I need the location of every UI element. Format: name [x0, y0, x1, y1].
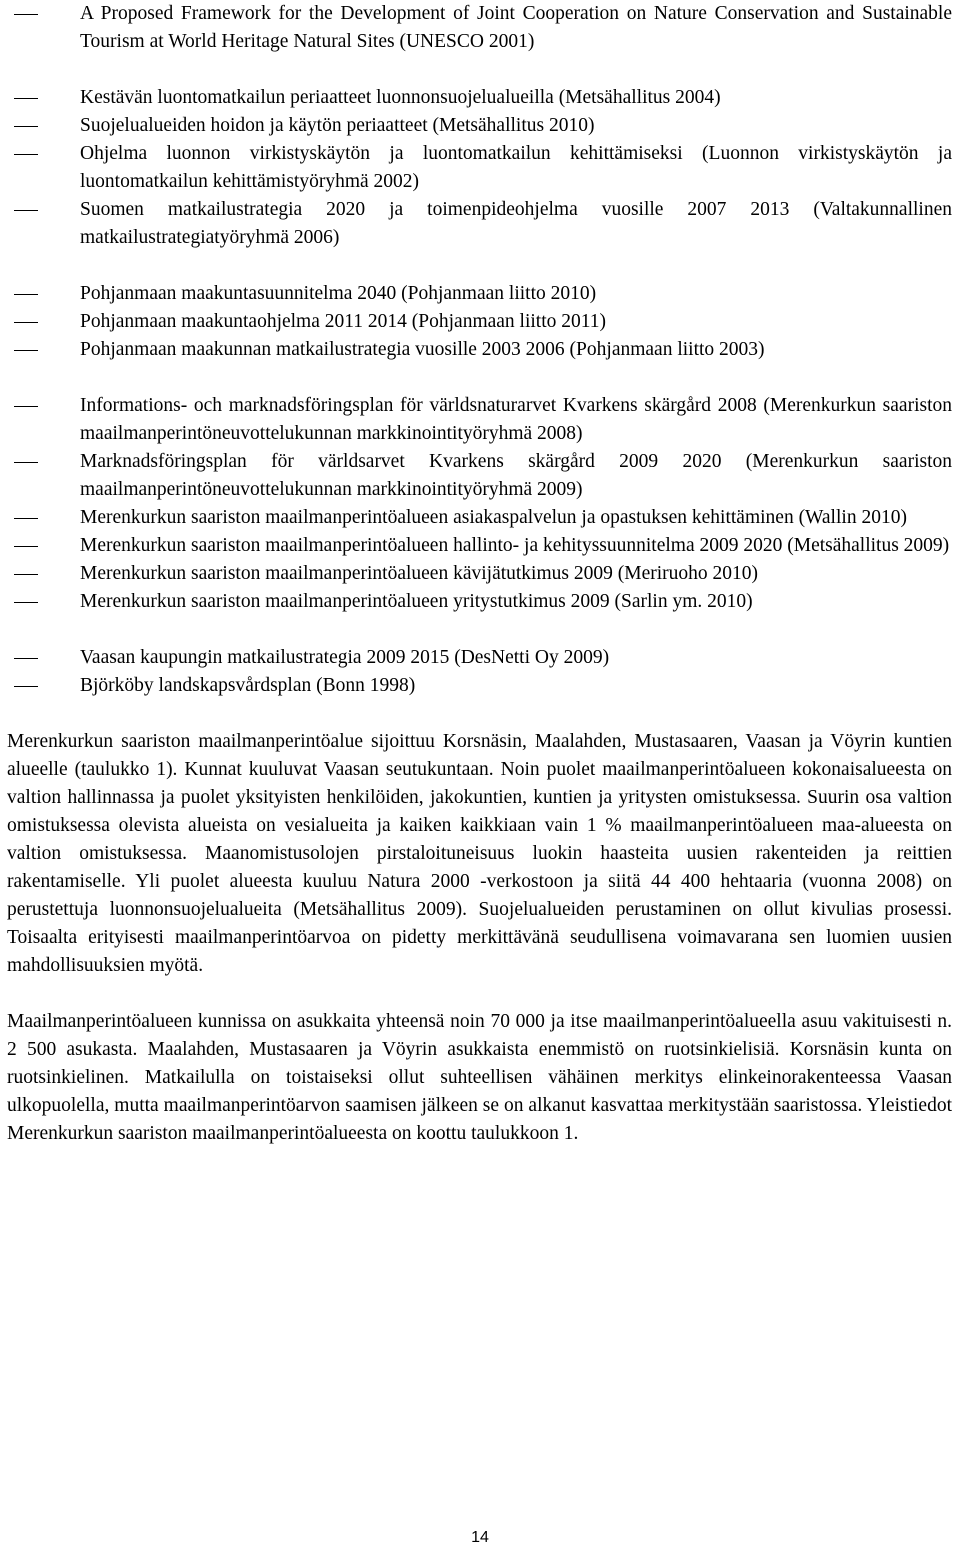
reference-item: Informations- och marknadsföringsplan för världsnaturarvet Kvarkens skärgård 2008 (Merenkurkun saariston maailmanperintöneuvottelukunnan markkinointityöryhmä 2008)	[0, 392, 960, 448]
reference-item: Ohjelma luonnon virkistyskäytön ja luontomatkailun kehittämiseksi (Luonnon virkistyskäytön ja luontomatkailun kehittämistyöryhmä 2002)	[0, 140, 960, 196]
dash-bullet-icon	[14, 686, 38, 687]
reference-item: Vaasan kaupungin matkailustrategia 2009 2015 (DesNetti Oy 2009)	[0, 644, 960, 672]
dash-bullet-icon	[14, 154, 38, 155]
reference-item: Kestävän luontomatkailun periaatteet luonnonsuojelualueilla (Metsähallitus 2004)	[0, 84, 960, 112]
reference-group-1	[0, 0, 960, 56]
dash-bullet-icon	[14, 294, 38, 295]
reference-item: Merenkurkun saariston maailmanperintöalueen yritystutkimus 2009 (Sarlin ym. 2010)	[0, 588, 960, 616]
dash-bullet-icon	[14, 406, 38, 407]
body-text	[0, 728, 960, 1148]
reference-item: Merenkurkun saariston maailmanperintöalueen kävijätutkimus 2009 (Meriruoho 2010)	[0, 560, 960, 588]
reference-group-5	[0, 644, 960, 700]
dash-bullet-icon	[14, 518, 38, 519]
dash-bullet-icon	[14, 546, 38, 547]
dash-bullet-icon	[14, 658, 38, 659]
reference-item: Pohjanmaan maakunnan matkailustrategia vuosille 2003 2006 (Pohjanmaan liitto 2003)	[0, 336, 960, 364]
reference-group-3	[0, 280, 960, 364]
dash-bullet-icon	[14, 98, 38, 99]
reference-group-4	[0, 392, 960, 616]
dash-bullet-icon	[14, 574, 38, 575]
dash-bullet-icon	[14, 126, 38, 127]
reference-item: Marknadsföringsplan för världsarvet Kvarkens skärgård 2009 2020 (Merenkurkun saariston maailmanperintöneuvottelukunnan markkinointityöryhmä 2009)	[0, 448, 960, 504]
reference-list	[0, 0, 960, 700]
reference-item: Pohjanmaan maakuntaohjelma 2011 2014 (Pohjanmaan liitto 2011)	[0, 308, 960, 336]
reference-item: Merenkurkun saariston maailmanperintöalueen asiakaspalvelun ja opastuksen kehittäminen (Wallin 2010)	[0, 504, 960, 532]
page-number: 14	[471, 1529, 489, 1546]
paragraph: Merenkurkun saariston maailmanperintöalue sijoittuu Korsnäsin, Maalahden, Mustasaaren, Vaasan ja Vöyrin kuntien alueelle (taulukko 1). Kunnat kuuluvat Vaasan seutukuntaan. Noin puolet maailmanperintöalueen kokonaisalueesta on valtion hallinnassa ja puolet yksityisten henkilöiden, jakokuntien, kuntien ja yritysten omistuksessa. Suurin osa valtion omistuksessa olevista alueista on vesialueita ja kaiken kaikkiaan vain 1 % maailmanperintöalueen maa-alueesta on valtion omistuksessa. Maanomistusolojen pirstaloituneisuus luokin haasteita uusien rakenteiden ja reittien rakentamiselle. Yli puolet alueesta kuuluu Natura 2000 -verkostoon ja siitä 44 400 hehtaaria (vuonna 2008) on perustettuja luonnonsuojelualueita (Metsähallitus 2009). Suojelualueiden perustaminen on ollut kivulias prosessi. Toisaalta erityisesti maailmanperintöarvoa on pidetty merkittävänä seudullisena voimavarana sen luomien uusien mahdollisuuksien myötä.	[7, 731, 952, 976]
reference-item: Pohjanmaan maakuntasuunnitelma 2040 (Pohjanmaan liitto 2010)	[0, 280, 960, 308]
paragraph: Maailmanperintöalueen kunnissa on asukkaita yhteensä noin 70 000 ja itse maailmanperintöalueella asuu vakituisesti n. 2 500 asukasta. Maalahden, Mustasaaren ja Vöyrin asukkaista enemmistö on ruotsinkielisiä. Korsnäsin kunta on ruotsinkielinen. Matkailulla on toistaiseksi ollut suhteellisen vähäinen merkitys elinkeinorakenteessa Vaasan ulkopuolella, mutta maailmanperintöarvon saamisen jälkeen se on alkanut kasvattaa merkitystään saaristossa. Yleistiedot Merenkurkun saariston maailmanperintöalueesta on koottu taulukkoon 1.	[7, 1011, 952, 1144]
dash-bullet-icon	[14, 462, 38, 463]
reference-item: A Proposed Framework for the Development of Joint Cooperation on Nature Conservation and Sustainable Tourism at World Heritage Natural Sites (UNESCO 2001)	[0, 0, 960, 56]
dash-bullet-icon	[14, 350, 38, 351]
reference-item: Suomen matkailustrategia 2020 ja toimenpideohjelma vuosille 2007 2013 (Valtakunnallinen matkailustrategiatyöryhmä 2006)	[0, 196, 960, 252]
reference-item: Suojelualueiden hoidon ja käytön periaatteet (Metsähallitus 2010)	[0, 112, 960, 140]
reference-group-2	[0, 84, 960, 252]
dash-bullet-icon	[14, 602, 38, 603]
dash-bullet-icon	[14, 210, 38, 211]
dash-bullet-icon	[14, 322, 38, 323]
dash-bullet-icon	[14, 14, 38, 15]
reference-item: Merenkurkun saariston maailmanperintöalueen hallinto- ja kehityssuunnitelma 2009 2020 (Metsähallitus 2009)	[0, 532, 960, 560]
reference-item: Björköby landskapsvårdsplan (Bonn 1998)	[0, 672, 960, 700]
